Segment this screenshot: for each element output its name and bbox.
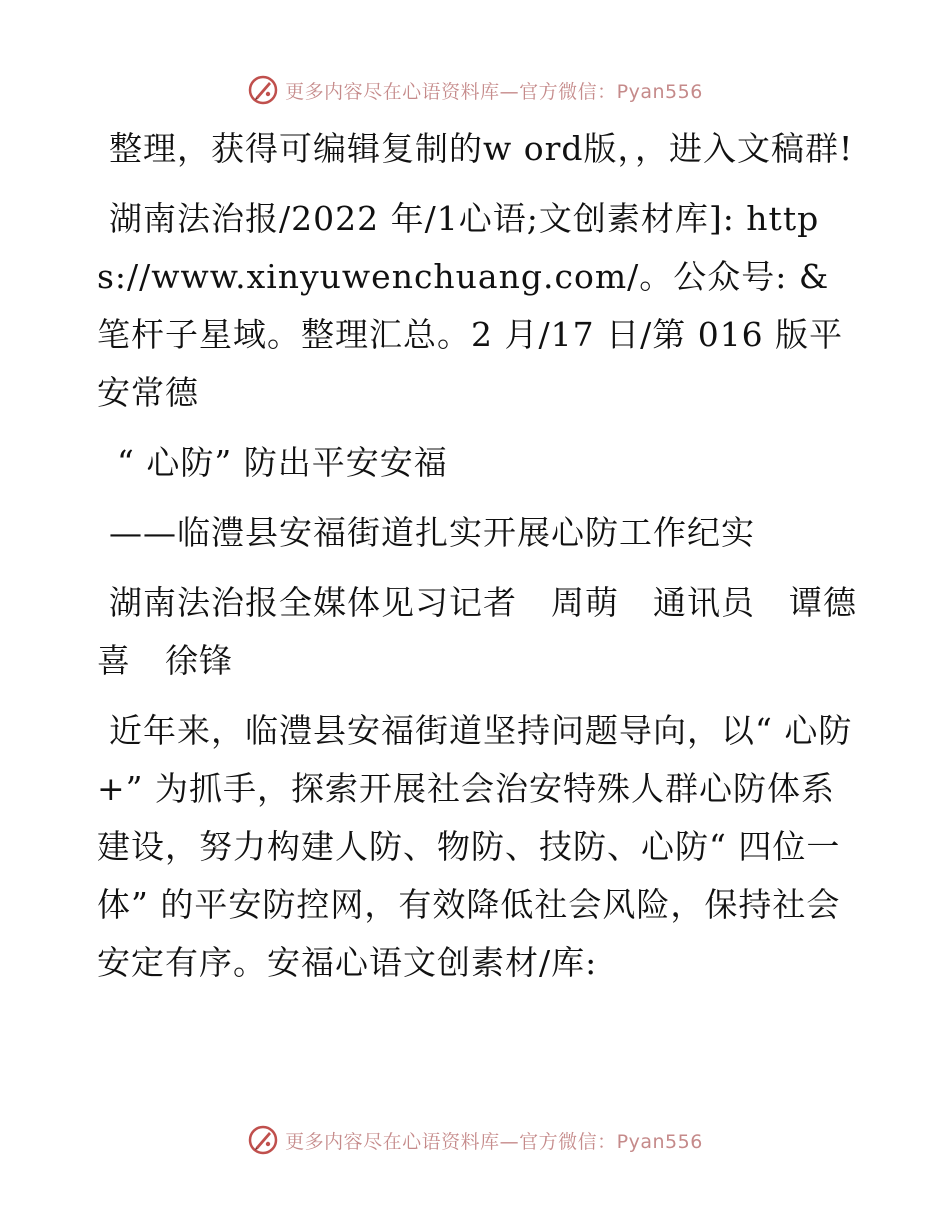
footer-banner [0, 1120, 950, 1160]
header-banner-text: 更多内容尽在心语资料库—官方微信：Pyan556 [285, 80, 703, 103]
paragraph-intro: 整理，获得可编辑复制的w ord版，，进入文稿群! [109, 129, 854, 168]
article-title: “ 心防” 防出平安安福 [117, 443, 448, 482]
document-body [97, 120, 857, 1004]
paragraph-body: 近年来，临澧县安福街道坚持问题导向，以“ 心防+” 为抓手，探索开展社会治安特殊人群心防体系建设，努力构建人防、物防、技防、心防“ 四位一体” 的平安防控网，有效降低社会风险，保持社会安定有序。安福心语文创素材/库: [97, 711, 853, 982]
article-byline: 湖南法治报全媒体见习记者 周萌 通讯员 谭德喜 徐锋 [97, 583, 857, 680]
quill-pen-circle-icon [247, 1124, 279, 1156]
header-banner [0, 70, 950, 110]
footer-banner-text: 更多内容尽在心语资料库—官方微信：Pyan556 [285, 1130, 703, 1153]
paragraph-source: 湖南法治报/2022 年/1心语;文创素材库]: https://www.xinyuwenchuang.com/。公众号: &笔杆子星域。整理汇总。2 月/17 日/第 016 版平安常德 [97, 199, 844, 412]
article-subtitle: ——临澧县安福街道扎实开展心防工作纪实 [109, 513, 755, 552]
quill-pen-circle-icon [247, 74, 279, 106]
